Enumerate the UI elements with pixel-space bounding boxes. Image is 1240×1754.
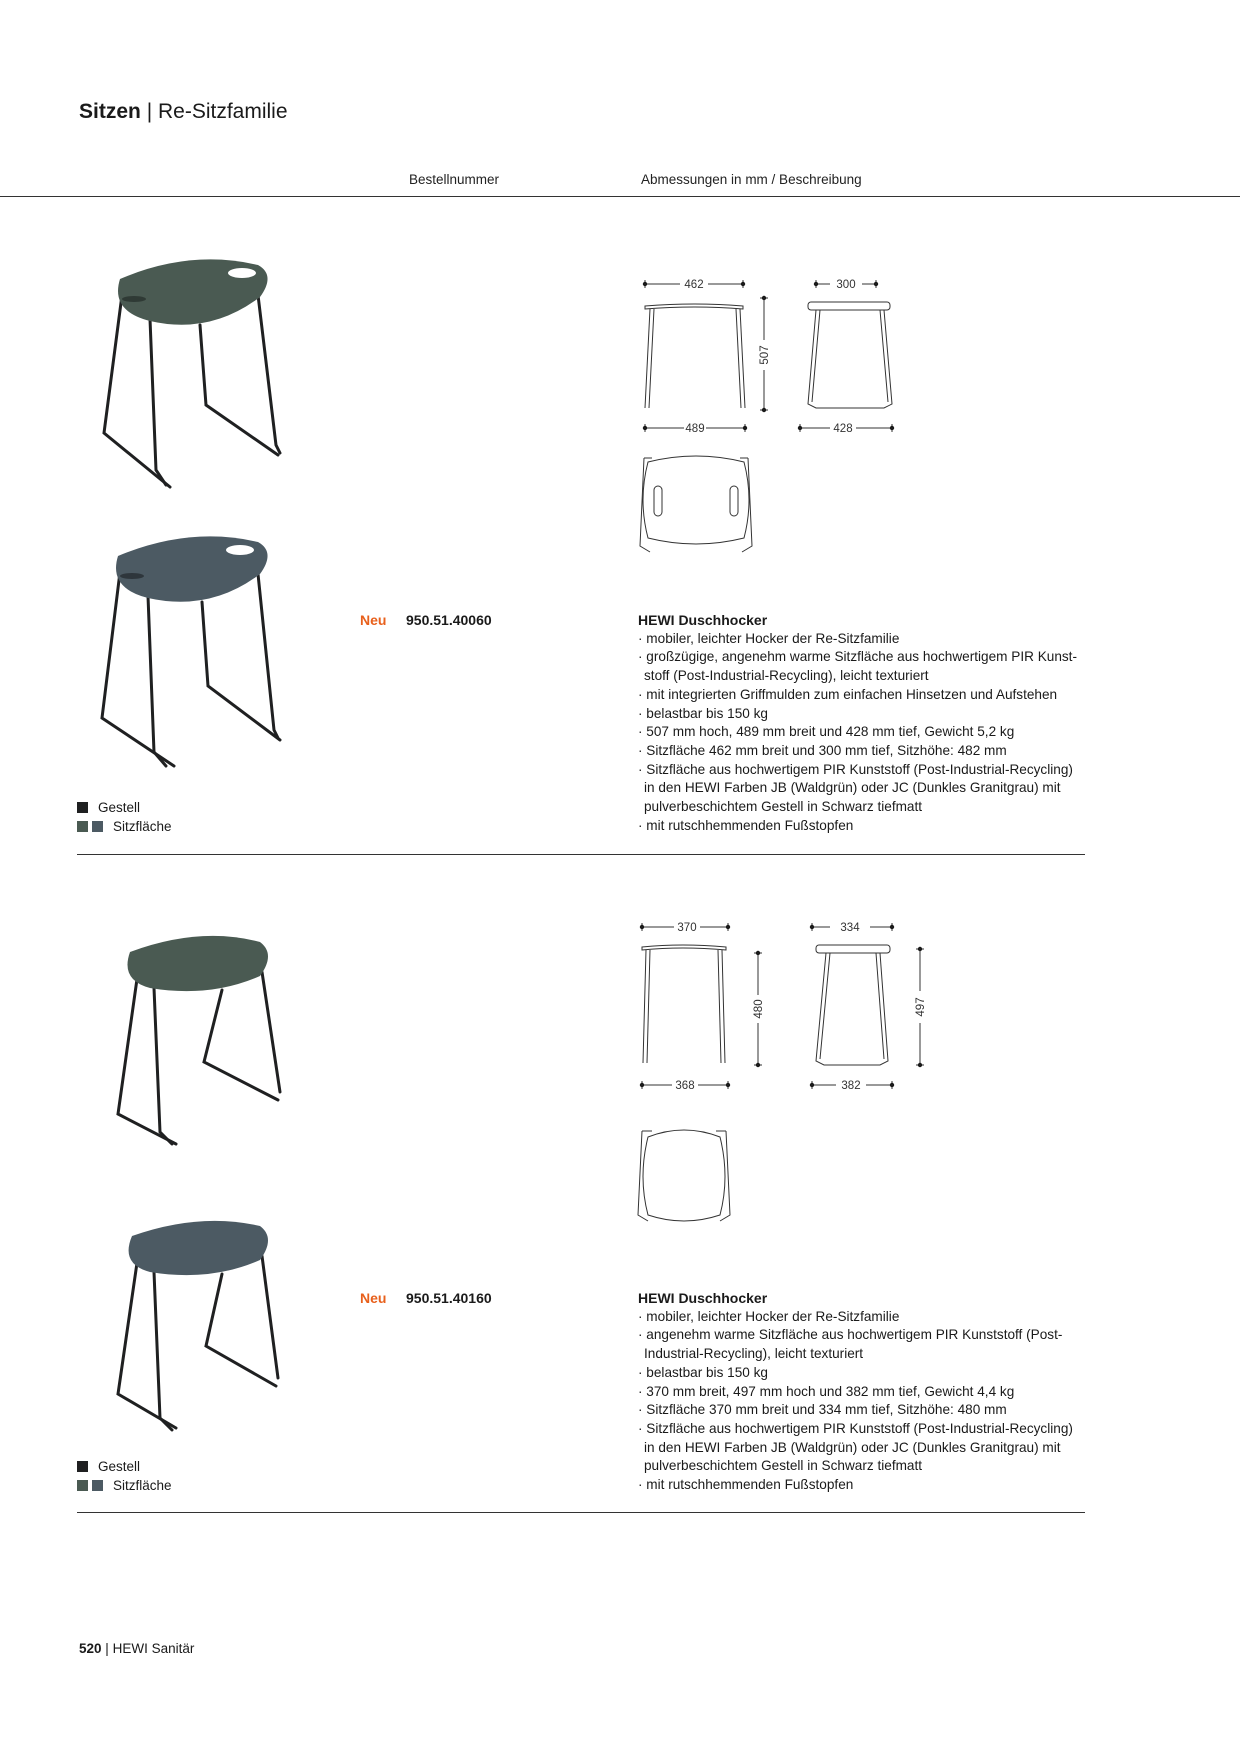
page-title xyxy=(79,100,288,124)
product-1-bullet: · Sitzfläche aus hochwertigem PIR Kunststoff (Post-Industrial-Recycling) xyxy=(638,761,1073,777)
product-2-seat-green xyxy=(128,936,269,991)
product-2-bullet: Industrial-Recycling), leicht texturiert xyxy=(644,1346,864,1362)
swatch-gestell xyxy=(77,1461,88,1472)
dim-width: 489 xyxy=(685,423,705,435)
footer-brand: HEWI Sanitär xyxy=(112,1641,195,1656)
product-2-badge-new: Neu xyxy=(360,1290,387,1306)
product-1-photo-green xyxy=(90,255,310,495)
product-1-description xyxy=(638,611,1098,835)
page-number: 520 xyxy=(79,1641,102,1656)
product-1-bullet: in den HEWI Farben JB (Waldgrün) oder JC (Dunkles Granitgrau) mit xyxy=(644,780,1061,796)
dim-width: 368 xyxy=(675,1080,695,1092)
swatch-waldgruen xyxy=(77,821,88,832)
legend-frame-label: Gestell xyxy=(98,800,141,815)
dim-seat-width: 462 xyxy=(684,279,704,291)
swatch-gestell xyxy=(77,802,88,813)
product-1-divider xyxy=(77,854,1085,855)
product-2-bullet: · angenehm warme Sitzfläche aus hochwertigem PIR Kunststoff (Post- xyxy=(638,1327,1063,1343)
product-2-bullet: in den HEWI Farben JB (Waldgrün) oder JC (Dunkles Granitgrau) mit xyxy=(644,1439,1061,1455)
product-2-bullet: · Sitzfläche aus hochwertigem PIR Kunststoff (Post-Industrial-Recycling) xyxy=(638,1420,1073,1436)
product-2-technical-drawing xyxy=(630,915,927,1225)
product-2-bullet: · belastbar bis 150 kg xyxy=(638,1364,768,1380)
product-2-seat-grey xyxy=(129,1221,268,1275)
product-1-bullet: · mit integrierten Griffmulden zum einfachen Hinsetzen und Aufstehen xyxy=(638,686,1058,702)
page-title-section: Sitzen xyxy=(79,100,141,123)
dim-seat-depth: 334 xyxy=(840,922,860,934)
product-1-technical-drawing xyxy=(630,270,910,560)
product-2-bullet: · 370 mm breit, 497 mm hoch und 382 mm tief, Gewicht 4,4 kg xyxy=(638,1383,1015,1399)
dim-height: 507 xyxy=(759,345,771,365)
swatch-granitgrau xyxy=(92,821,103,832)
product-1-title: HEWI Duschhocker xyxy=(638,612,768,628)
page-title-separator: | xyxy=(146,100,153,123)
dim-seat-depth: 300 xyxy=(836,279,856,291)
product-2-divider xyxy=(77,1512,1085,1513)
legend-seat-label: Sitzfläche xyxy=(113,1478,172,1493)
product-1-color-legend xyxy=(77,798,172,836)
product-1-bullet: · mit rutschhemmenden Fußstopfen xyxy=(638,817,854,833)
swatch-granitgrau xyxy=(92,1480,103,1491)
dim-depth: 382 xyxy=(841,1080,861,1092)
product-2-title: HEWI Duschhocker xyxy=(638,1290,768,1306)
dim-seat-width: 370 xyxy=(677,922,697,934)
product-1-order-number: 950.51.40060 xyxy=(406,612,492,628)
header-divider xyxy=(0,196,1240,197)
product-1-photo-grey xyxy=(90,534,310,774)
product-1-bullet: · großzügige, angenehm warme Sitzfläche aus hochwertigem PIR Kunst- xyxy=(638,649,1077,665)
page-footer xyxy=(79,1641,194,1656)
dim-depth: 428 xyxy=(833,423,853,435)
product-2-photo-green xyxy=(110,932,290,1152)
product-2-description xyxy=(638,1289,1098,1495)
product-1-bullet: · Sitzfläche 462 mm breit und 300 mm tief, Sitzhöhe: 482 mm xyxy=(638,742,1007,758)
product-1-bullet: stoff (Post-Industrial-Recycling), leicht texturiert xyxy=(644,668,929,684)
product-1-bullet: · mobiler, leichter Hocker der Re-Sitzfamilie xyxy=(638,630,900,646)
product-2-order-number: 950.51.40160 xyxy=(406,1290,492,1306)
footer-separator: | xyxy=(105,1641,109,1656)
product-1-bullet: · 507 mm hoch, 489 mm breit und 428 mm tief, Gewicht 5,2 kg xyxy=(638,724,1015,740)
product-2-bullet: · mit rutschhemmenden Fußstopfen xyxy=(638,1477,854,1493)
product-2-bullet: pulverbeschichtem Gestell in Schwarz tiefmatt xyxy=(644,1458,923,1474)
page-title-subsection: Re-Sitzfamilie xyxy=(158,100,288,123)
product-1-bullet: · belastbar bis 150 kg xyxy=(638,705,768,721)
swatch-waldgruen xyxy=(77,1480,88,1491)
product-2-bullet: · Sitzfläche 370 mm breit und 334 mm tief, Sitzhöhe: 480 mm xyxy=(638,1402,1007,1418)
column-header-order-number: Bestellnummer xyxy=(409,172,500,187)
product-2-photo-grey xyxy=(110,1218,290,1438)
product-2-bullet: · mobiler, leichter Hocker der Re-Sitzfamilie xyxy=(638,1308,900,1324)
product-1-bullet: pulverbeschichtem Gestell in Schwarz tiefmatt xyxy=(644,799,923,815)
legend-frame-label: Gestell xyxy=(98,1459,141,1474)
dim-height: 497 xyxy=(915,997,927,1017)
dim-seat-height: 480 xyxy=(753,999,765,1019)
product-2-color-legend xyxy=(77,1457,172,1495)
legend-seat-label: Sitzfläche xyxy=(113,819,172,834)
column-header-description: Abmessungen in mm / Beschreibung xyxy=(641,172,862,187)
product-1-badge-new: Neu xyxy=(360,612,387,628)
